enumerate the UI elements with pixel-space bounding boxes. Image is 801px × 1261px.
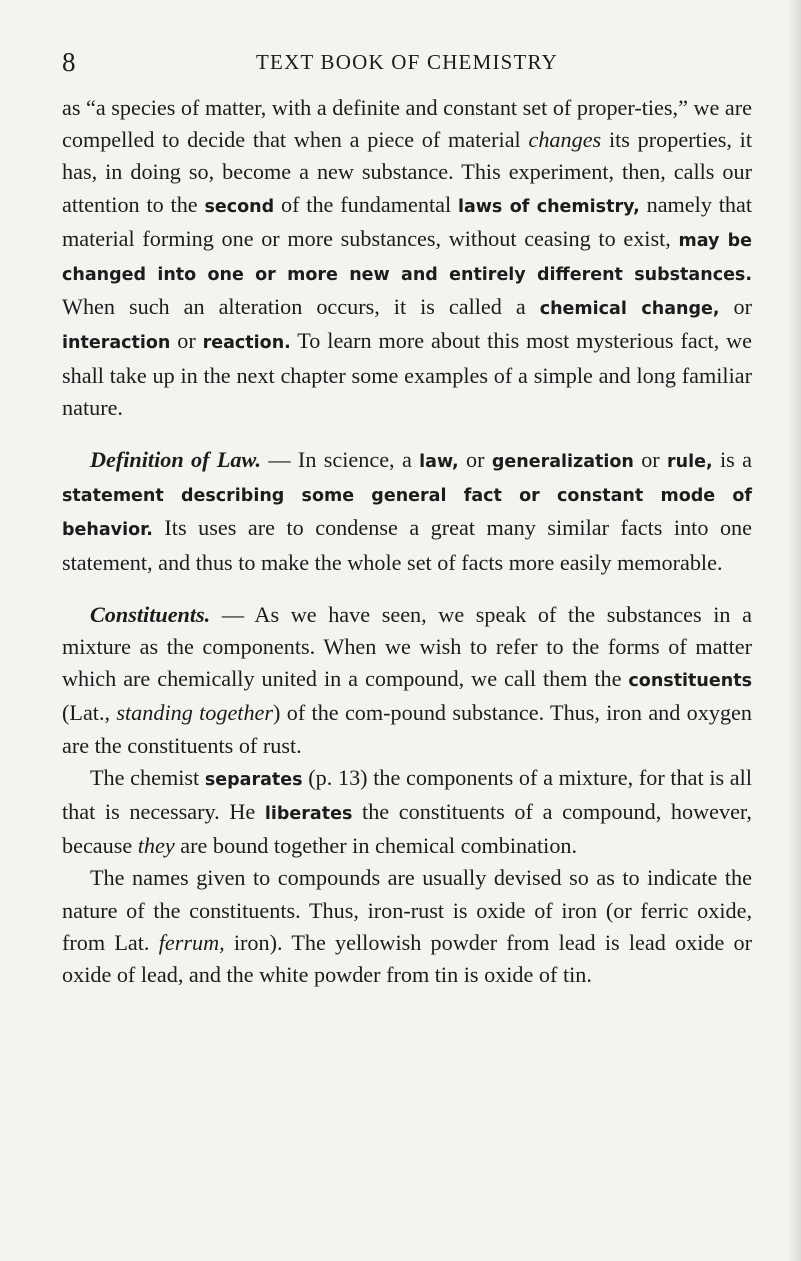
text-run: the constituents of a compound, however, because (62, 799, 752, 859)
bold-term: second (204, 196, 275, 217)
paragraph-chemist (62, 762, 752, 863)
section-constituents (62, 599, 752, 762)
text-run: The names given to compounds are usually devised so as to indicate the nature of the constituents. Thus, iron-rust is oxide of iron (or ferric oxide, from Lat. (62, 865, 752, 955)
text-run: are bound together in chemical combination. (174, 833, 578, 859)
paragraph-names (62, 862, 752, 991)
text-run: or (170, 328, 203, 354)
text-run: (p. 13) the components of a mixture, for that is all that is necessary. He (62, 764, 752, 825)
text-run: of the fundamental (274, 191, 458, 217)
bold-term: constituents (628, 671, 752, 692)
bold-term: statement describing some general fact or constant mode of behavior. (62, 486, 752, 541)
paragraph-continuation (62, 92, 752, 424)
running-title: TEXT BOOK OF CHEMISTRY (256, 50, 558, 74)
text-run: is a (712, 447, 753, 473)
text-run: as “a species of matter, with a definite and constant set of proper-ties,” we are compelled to decide that when a piece of material (62, 95, 752, 153)
body-text (62, 92, 752, 991)
text-run: (Lat., (62, 700, 117, 726)
bold-term: interaction (62, 333, 171, 354)
bold-term: law, (419, 452, 459, 473)
running-head (62, 44, 752, 80)
bold-term: may be changed into one or more new and entirely different substances. (62, 230, 752, 286)
text-run: its properties, it has, in doing so, become a new substance. This experiment, then, calls our attention to the (62, 127, 752, 217)
text-run: Its uses are to condense a great many similar facts into one statement, and thus to make the whole set of facts more easily memorable. (62, 515, 752, 575)
section-definition-of-law (62, 444, 752, 579)
section-heading: Constituents. (90, 601, 211, 627)
text-run: To learn more about this most mysterious fact, we shall take up in the next chapter some examples of a simple and long familiar nature. (62, 328, 752, 420)
bold-term: generalization (491, 452, 634, 473)
bold-term: laws of chemistry, (457, 196, 640, 217)
text-run: iron). The yellowish powder from lead is lead oxide or oxide of lead, and the white powder from tin is oxide of tin. (62, 929, 753, 988)
bold-term: rule, (667, 452, 713, 473)
text-run: The chemist (90, 764, 205, 790)
text-run: — As we have seen, we speak of the substances in a mixture as the components. When we wish to refer to the forms of matter which are chemically united in a compound, we call them the (62, 601, 752, 692)
bold-term: reaction. (202, 333, 291, 354)
italic-term: they (137, 833, 175, 859)
text-run: ) of the com-pound substance. Thus, iron and oxygen are the constituents of rust. (62, 700, 752, 758)
text-run: When such an alteration occurs, it is called a (62, 294, 540, 320)
text-run: — In science, a (261, 447, 420, 473)
italic-term: ferrum, (158, 929, 225, 955)
bold-term: chemical change, (539, 299, 720, 320)
text-run: or (633, 447, 668, 473)
text-run: or (719, 294, 753, 320)
text-run: namely that material forming one or more substances, without ceasing to exist, (62, 191, 753, 251)
italic-term: standing together (116, 700, 274, 726)
section-heading: Definition of Law. (90, 447, 262, 473)
bold-term: liberates (264, 804, 353, 825)
page-number: 8 (62, 47, 76, 77)
page-edge-shadow (787, 0, 801, 1261)
bold-term: separates (204, 769, 303, 790)
italic-term: changes (528, 127, 602, 153)
text-run: or (458, 447, 492, 473)
